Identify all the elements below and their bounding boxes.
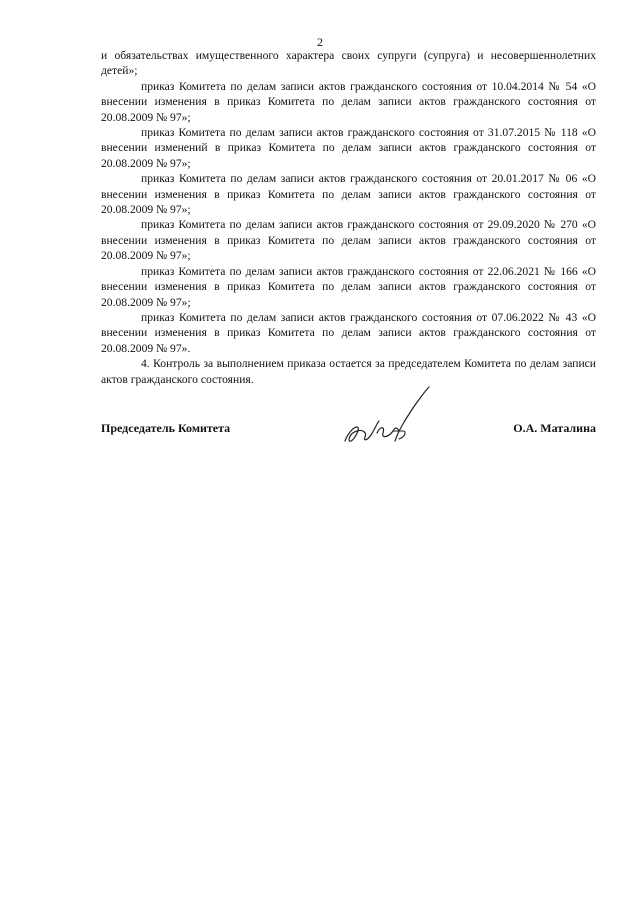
- signatory-name: О.А. Маталина: [513, 421, 596, 435]
- paragraph-continuation: и обязательствах имущественного характера своих супруги (супруга) и несовершеннолетних детей»;: [101, 49, 596, 78]
- control-clause: 4. Контроль за выполнением приказа остается за председателем Комитета по делам записи актов гражданского состояния.: [101, 357, 596, 386]
- order-item-2021: приказ Комитета по делам записи актов гражданского состояния от 22.06.2021 № 166 «О внесении изменения в приказ Комитета по делам записи актов гражданского состояния от 20.08.2009 № 97»;: [101, 264, 596, 309]
- page-number: 2: [317, 35, 323, 49]
- handwritten-signature-icon: [337, 383, 437, 455]
- order-item-2020: приказ Комитета по делам записи актов гражданского состояния от 29.09.2020 № 270 «О внесении изменения в приказ Комитета по делам записи актов гражданского состояния от 20.08.2009 № 97»;: [101, 218, 596, 263]
- signature-block: [101, 383, 596, 453]
- signatory-title: Председатель Комитета: [101, 421, 231, 435]
- order-item-2014: приказ Комитета по делам записи актов гражданского состояния от 10.04.2014 № 54 «О внесении изменения в приказ Комитета по делам записи актов гражданского состояния от 20.08.2009 № 97»;: [101, 79, 596, 124]
- order-item-2017: приказ Комитета по делам записи актов гражданского состояния от 20.01.2017 № 06 «О внесении изменения в приказ Комитета по делам записи актов гражданского состояния от 20.08.2009 № 97»;: [101, 172, 596, 217]
- order-item-2022: приказ Комитета по делам записи актов гражданского состояния от 07.06.2022 № 43 «О внесении изменения в приказ Комитета по делам записи актов гражданского состояния от 20.08.2009 № 97».: [101, 310, 596, 355]
- document-body: [101, 48, 596, 387]
- order-item-2015: приказ Комитета по делам записи актов гражданского состояния от 31.07.2015 № 118 «О внесении изменений в приказ Комитета по делам записи актов гражданского состояния от 20.08.2009 № 97»;: [101, 126, 596, 170]
